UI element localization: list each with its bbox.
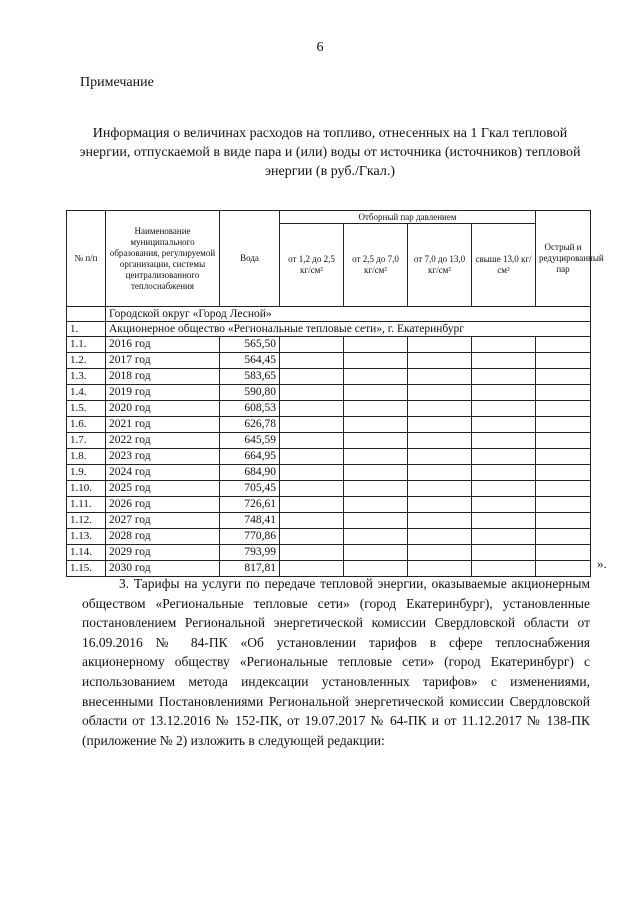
row-pressure-3 xyxy=(408,401,472,417)
row-water-value: 793,99 xyxy=(220,545,280,561)
row-water-value: 608,53 xyxy=(220,401,280,417)
row-index: 1.10. xyxy=(67,481,106,497)
row-pressure-3 xyxy=(408,433,472,449)
row-year: 2030 год xyxy=(106,561,220,577)
row-pressure-2 xyxy=(344,481,408,497)
row-pressure-4 xyxy=(472,529,536,545)
row-pressure-1 xyxy=(280,481,344,497)
table-row xyxy=(67,417,591,433)
district-name: Городской округ «Город Лесной» xyxy=(106,307,591,322)
row-sharp-steam xyxy=(536,465,591,481)
row-year: 2018 год xyxy=(106,369,220,385)
row-pressure-2 xyxy=(344,353,408,369)
row-pressure-2 xyxy=(344,529,408,545)
row-pressure-4 xyxy=(472,353,536,369)
row-index: 1.2. xyxy=(67,353,106,369)
row-pressure-3 xyxy=(408,385,472,401)
row-pressure-2 xyxy=(344,433,408,449)
row-water-value: 564,45 xyxy=(220,353,280,369)
row-pressure-4 xyxy=(472,369,536,385)
district-row xyxy=(67,307,591,322)
row-year: 2029 год xyxy=(106,545,220,561)
row-sharp-steam xyxy=(536,545,591,561)
note-label: Примечание xyxy=(80,75,154,90)
row-pressure-4 xyxy=(472,497,536,513)
row-index: 1.1. xyxy=(67,337,106,353)
row-pressure-2 xyxy=(344,513,408,529)
row-sharp-steam xyxy=(536,401,591,417)
row-pressure-3 xyxy=(408,497,472,513)
row-index: 1.11. xyxy=(67,497,106,513)
row-sharp-steam xyxy=(536,497,591,513)
col-header-water: Вода xyxy=(220,211,280,307)
row-year: 2024 год xyxy=(106,465,220,481)
row-pressure-3 xyxy=(408,481,472,497)
row-sharp-steam xyxy=(536,481,591,497)
table-row xyxy=(67,385,591,401)
row-pressure-2 xyxy=(344,465,408,481)
row-pressure-3 xyxy=(408,369,472,385)
row-water-value: 748,41 xyxy=(220,513,280,529)
table-row xyxy=(67,337,591,353)
row-pressure-4 xyxy=(472,385,536,401)
page-number: 6 xyxy=(316,40,324,55)
row-pressure-1 xyxy=(280,401,344,417)
row-year: 2017 год xyxy=(106,353,220,369)
fuel-cost-table xyxy=(66,210,604,577)
row-pressure-1 xyxy=(280,449,344,465)
row-water-value: 705,45 xyxy=(220,481,280,497)
row-pressure-3 xyxy=(408,337,472,353)
row-pressure-1 xyxy=(280,545,344,561)
row-pressure-1 xyxy=(280,433,344,449)
table-row xyxy=(67,513,591,529)
row-sharp-steam xyxy=(536,385,591,401)
row-pressure-1 xyxy=(280,529,344,545)
col-header-pressure-4: свыше 13,0 кг/см² xyxy=(472,224,536,307)
row-pressure-3 xyxy=(408,417,472,433)
row-year: 2027 год xyxy=(106,513,220,529)
row-index: 1.12. xyxy=(67,513,106,529)
row-index: 1.4. xyxy=(67,385,106,401)
row-pressure-4 xyxy=(472,433,536,449)
row-sharp-steam xyxy=(536,529,591,545)
row-water-value: 664,95 xyxy=(220,449,280,465)
table-row xyxy=(67,481,591,497)
table-row xyxy=(67,465,591,481)
row-water-value: 684,90 xyxy=(220,465,280,481)
row-year: 2026 год xyxy=(106,497,220,513)
row-index: 1.5. xyxy=(67,401,106,417)
row-pressure-3 xyxy=(408,513,472,529)
row-index: 1.15. xyxy=(67,561,106,577)
row-sharp-steam xyxy=(536,417,591,433)
col-header-pressure-2: от 2,5 до 7,0 кг/см² xyxy=(344,224,408,307)
row-sharp-steam xyxy=(536,353,591,369)
row-index: 1.9. xyxy=(67,465,106,481)
table-heading: Информация о величинах расходов на топливо, отнесенных на 1 Гкал тепловой энергии, отпускаемой в виде пара и (или) воды от источника (источников) тепловой энергии (в руб./Гкал.) xyxy=(79,126,581,179)
table-row xyxy=(67,369,591,385)
row-sharp-steam xyxy=(536,449,591,465)
table-row xyxy=(67,353,591,369)
row-sharp-steam xyxy=(536,369,591,385)
organization-name: Акционерное общество «Региональные тепловые сети», г. Екатеринбург xyxy=(106,322,591,337)
row-water-value: 770,86 xyxy=(220,529,280,545)
row-pressure-1 xyxy=(280,417,344,433)
row-pressure-4 xyxy=(472,545,536,561)
table-row xyxy=(67,433,591,449)
row-pressure-2 xyxy=(344,337,408,353)
row-year: 2028 год xyxy=(106,529,220,545)
row-water-value: 626,78 xyxy=(220,417,280,433)
table-row xyxy=(67,529,591,545)
row-water-value: 726,61 xyxy=(220,497,280,513)
row-pressure-1 xyxy=(280,353,344,369)
row-year: 2025 год xyxy=(106,481,220,497)
row-year: 2019 год xyxy=(106,385,220,401)
col-header-num: № п/п xyxy=(67,211,106,307)
row-pressure-4 xyxy=(472,337,536,353)
row-water-value: 817,81 xyxy=(220,561,280,577)
row-pressure-3 xyxy=(408,529,472,545)
col-header-org: Наименование муниципального образования, регулируемой организации, системы централизованного теплоснабжения xyxy=(106,211,220,307)
row-water-value: 645,59 xyxy=(220,433,280,449)
row-pressure-1 xyxy=(280,465,344,481)
organization-index: 1. xyxy=(67,322,106,337)
row-sharp-steam xyxy=(536,513,591,529)
row-index: 1.8. xyxy=(67,449,106,465)
row-index: 1.13. xyxy=(67,529,106,545)
row-pressure-3 xyxy=(408,449,472,465)
row-index: 1.3. xyxy=(67,369,106,385)
row-pressure-2 xyxy=(344,497,408,513)
row-pressure-4 xyxy=(472,481,536,497)
row-year: 2023 год xyxy=(106,449,220,465)
row-pressure-1 xyxy=(280,497,344,513)
row-pressure-2 xyxy=(344,369,408,385)
row-index: 1.6. xyxy=(67,417,106,433)
paragraph-3: 3. Тарифы на услуги по передаче тепловой энергии, оказываемые акционерным обществом «Региональные тепловые сети» (город Екатеринбург), установленные постановлением Региональной энергетической комиссии Свердловской области от 16.09.2016 № 84-ПК «Об установлении тарифов в сфере теплоснабжения акционерному обществу «Региональные тепловые сети» (город Екатеринбург) с использованием метода индексации установленных тарифов» с изменениями, внесенными Постановлениями Региональной энергетической комиссии Свердловской области от 13.12.2016 № 152-ПК, от 19.07.2017 № 64-ПК и от 11.12.2017 № 138-ПК (приложение № 2) изложить в следующей редакции: xyxy=(82,576,590,748)
row-pressure-3 xyxy=(408,353,472,369)
row-pressure-1 xyxy=(280,337,344,353)
row-index: 1.7. xyxy=(67,433,106,449)
row-pressure-2 xyxy=(344,449,408,465)
row-pressure-1 xyxy=(280,513,344,529)
row-pressure-3 xyxy=(408,545,472,561)
table-row xyxy=(67,449,591,465)
row-pressure-2 xyxy=(344,385,408,401)
row-year: 2022 год xyxy=(106,433,220,449)
row-water-value: 590,80 xyxy=(220,385,280,401)
row-pressure-4 xyxy=(472,449,536,465)
row-pressure-4 xyxy=(472,401,536,417)
col-header-pressure-3: от 7,0 до 13,0 кг/см² xyxy=(408,224,472,307)
col-header-steam-group: Отборный пар давлением xyxy=(280,211,536,224)
row-year: 2016 год xyxy=(106,337,220,353)
row-pressure-3 xyxy=(408,465,472,481)
row-pressure-2 xyxy=(344,417,408,433)
row-pressure-1 xyxy=(280,369,344,385)
row-sharp-steam xyxy=(536,433,591,449)
row-water-value: 565,50 xyxy=(220,337,280,353)
row-pressure-4 xyxy=(472,417,536,433)
col-header-pressure-1: от 1,2 до 2,5 кг/см² xyxy=(280,224,344,307)
organization-row xyxy=(67,322,591,337)
col-header-sharp-steam: Острый и редуцированный пар xyxy=(536,211,591,307)
row-pressure-2 xyxy=(344,545,408,561)
table-row xyxy=(67,545,591,561)
row-index: 1.14. xyxy=(67,545,106,561)
row-year: 2021 год xyxy=(106,417,220,433)
row-pressure-1 xyxy=(280,385,344,401)
table-row xyxy=(67,401,591,417)
row-year: 2020 год xyxy=(106,401,220,417)
row-sharp-steam xyxy=(536,337,591,353)
table-row xyxy=(67,497,591,513)
row-water-value: 583,65 xyxy=(220,369,280,385)
row-pressure-4 xyxy=(472,465,536,481)
closing-quote: ». xyxy=(597,556,607,571)
row-pressure-2 xyxy=(344,401,408,417)
row-pressure-4 xyxy=(472,513,536,529)
